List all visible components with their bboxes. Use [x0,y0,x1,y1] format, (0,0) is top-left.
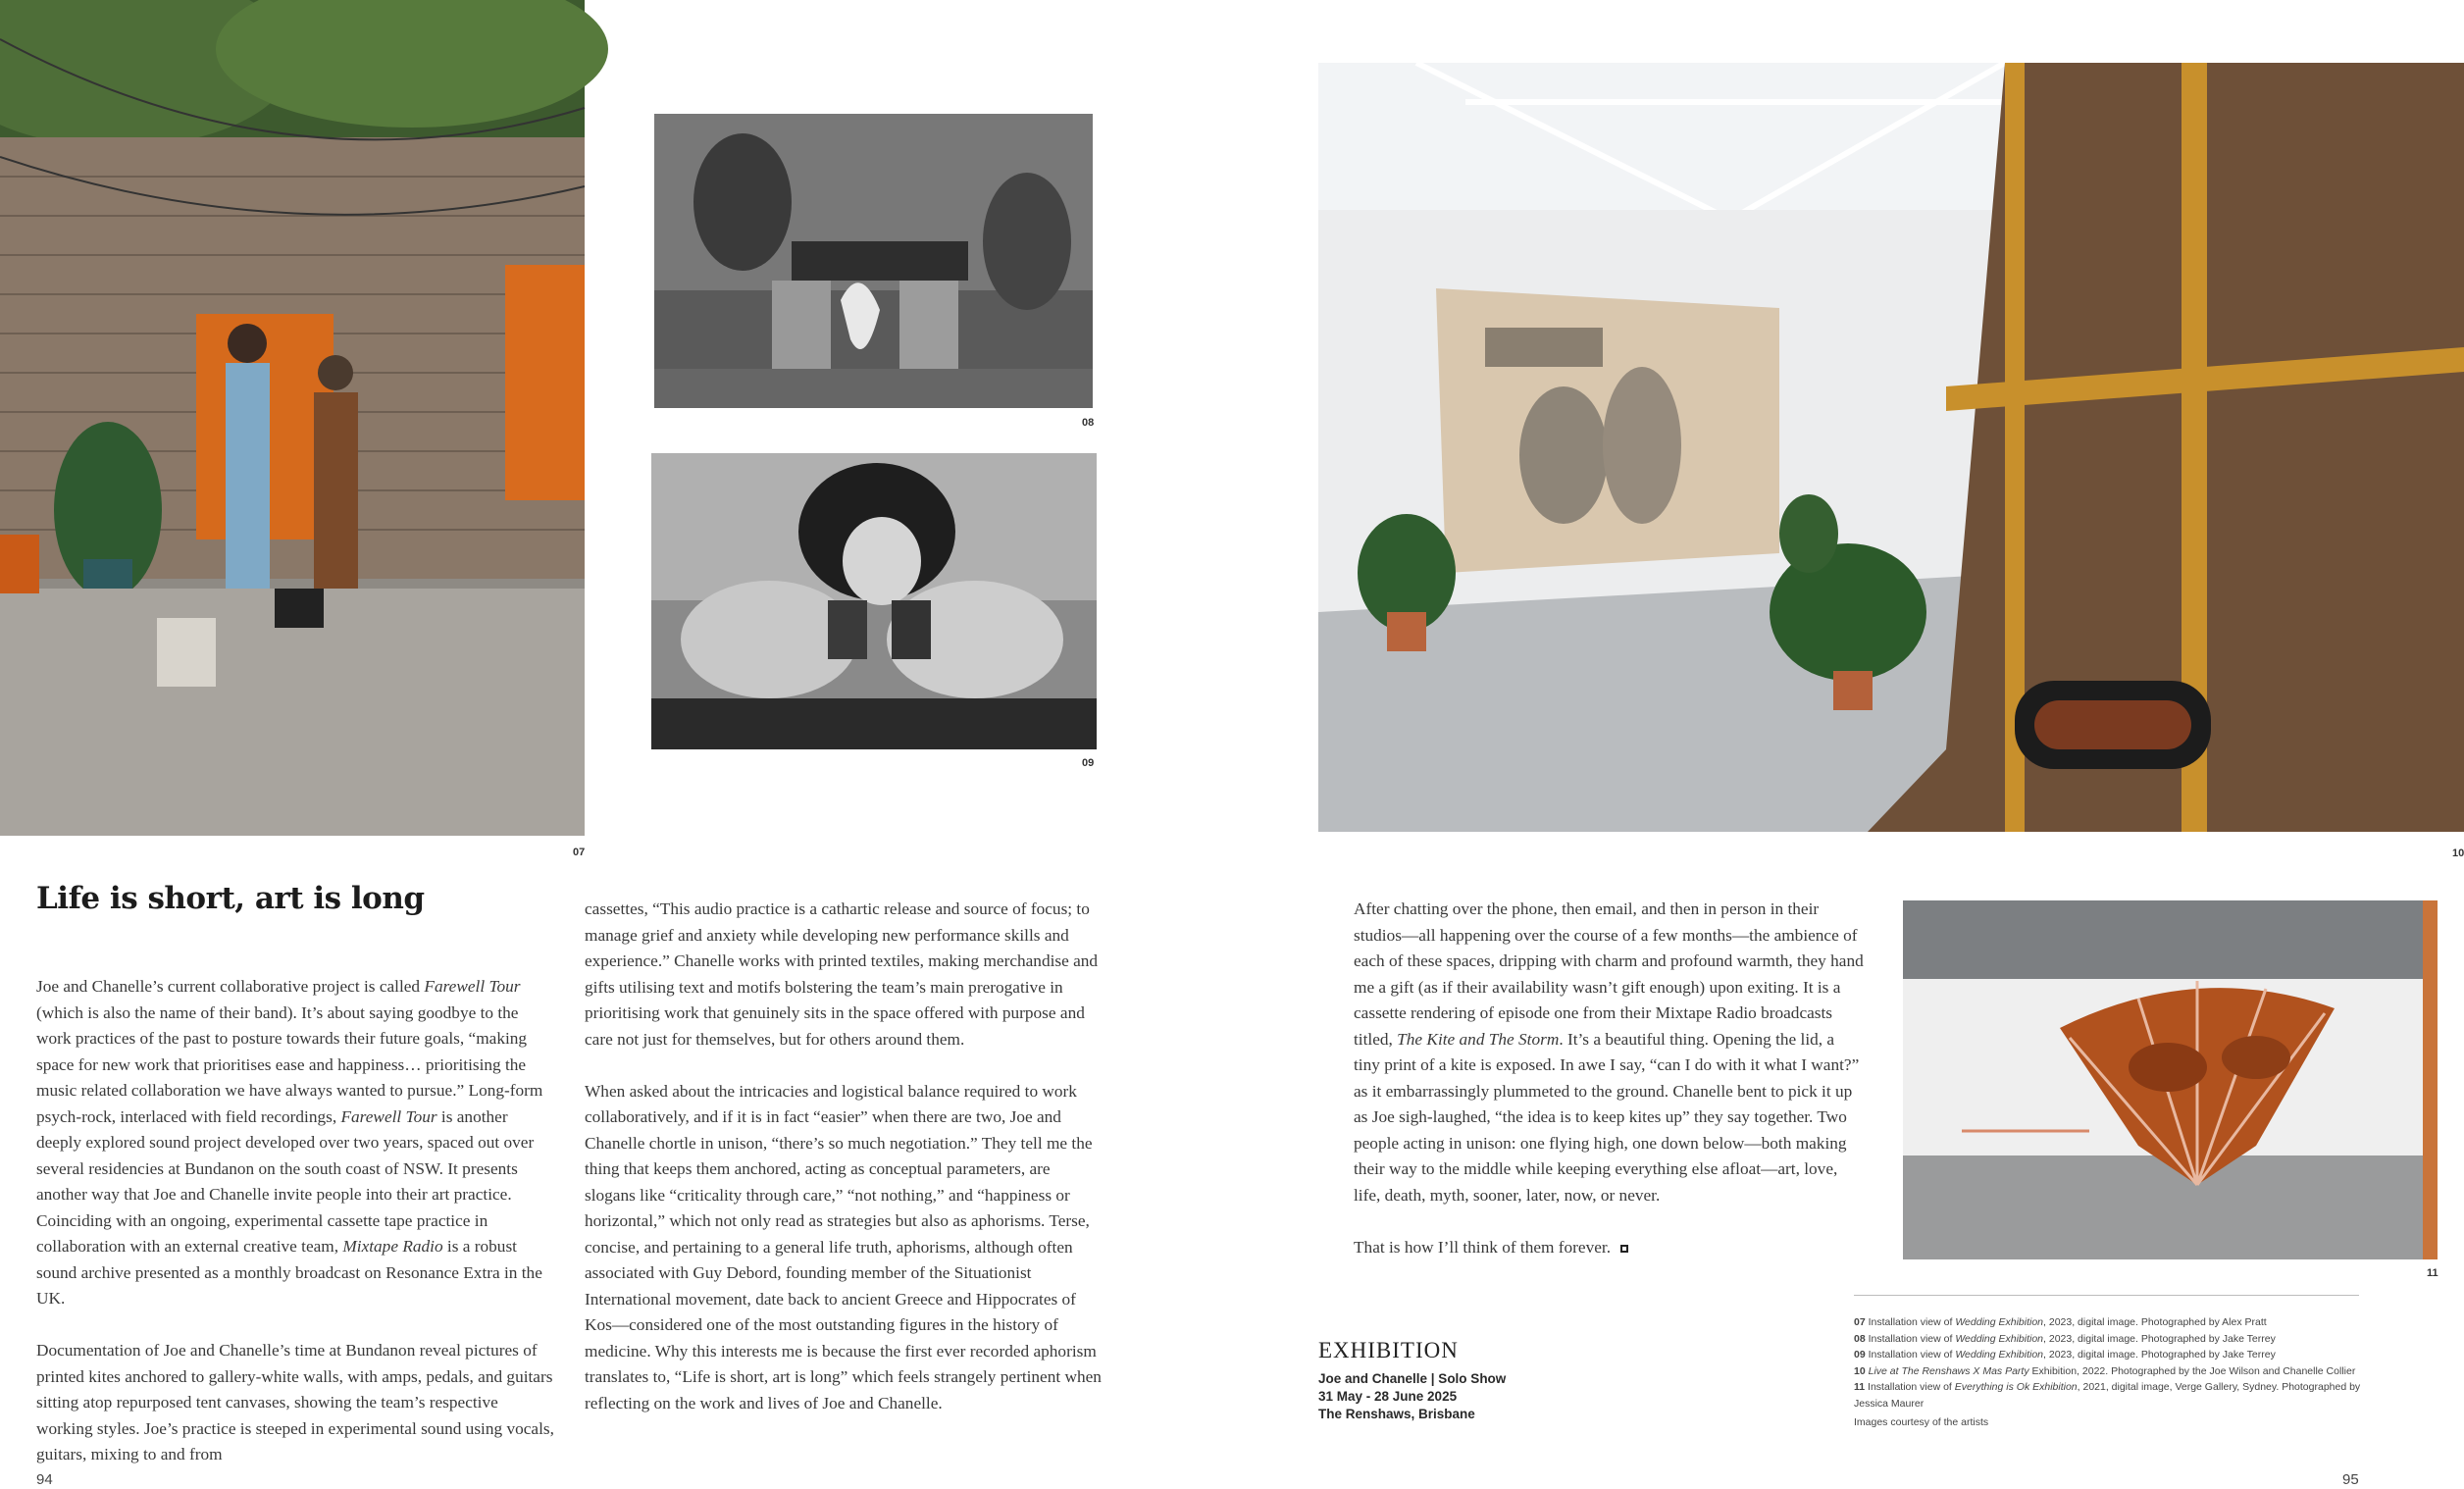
page-number-right: 95 [2342,1471,2359,1488]
figure-11-number: 11 [2427,1267,2438,1279]
captions-credit: Images courtesy of the artists [1854,1416,1989,1428]
exhibition-title: Joe and Chanelle | Solo Show [1318,1371,1507,1386]
caption-line: 10 Live at The Renshaws X Mas Party Exhibition, 2022. Photographed by the Joe Wilson and Chanelle Collier [1854,1364,2356,1377]
end-mark-icon [1620,1245,1628,1253]
paragraph: Joe and Chanelle’s current collaborative project is called Farewell Tour (which is also the name of their band). It’s about saying goodbye to the work practices of the past to posture towards their future goals, “making space for new work that prioritises ease and happiness… prioritising the music related collaboration we have always wanted to pursue.” Long-form psych-rock, interlaced with field recordings, Farewell Tour is another deeply explored sound project developed over two years, spaced out over several residencies at Bundanon on the south coast of NSW. It presents another way that Joe and Chanelle invite people into their art practice. Coinciding with an ongoing, experimental cassette tape practice in collaboration with an external creative team, Mixtape Radio is a robust sound archive presented as a monthly broadcast on Resonance Extra in the UK. [36,977,543,1308]
figure-09-number: 09 [1082,757,1095,769]
captions-divider [1854,1295,2359,1296]
caption-line: 08 Installation view of Wedding Exhibition, 2023, digital image. Photographed by Jake Terrey [1854,1332,2276,1345]
paragraph: Documentation of Joe and Chanelle’s time at Bundanon reveal pictures of printed kites anchored to gallery-white walls, with amps, pedals, and guitars sitting atop repurposed tent canvases, showing the team’s respective working styles. Joe’s practice is steeped in experimental sound using vocals, guitars, mixing to and from [36,1341,554,1463]
article-headline: Life is short, art is long [36,881,425,916]
figure-08-number: 08 [1082,417,1095,429]
article-column-2 [585,897,1104,1416]
caption-line: 11 Installation view of Everything is Ok Exhibition, 2021, digital image, Verge Gallery, Sydney. Photographed by Jessica Maurer [1854,1381,2361,1410]
article-column-3 [1354,897,1864,1260]
exhibition-venue: The Renshaws, Brisbane [1318,1407,1475,1421]
figure-09-photo [651,453,1097,749]
figure-08-photo [654,114,1093,408]
image-captions [1854,1314,2364,1431]
figure-07-photo [0,0,585,836]
caption-line: 07 Installation view of Wedding Exhibition, 2023, digital image. Photographed by Alex Pratt [1854,1316,2267,1328]
article-column-1 [36,974,556,1468]
paragraph: After chatting over the phone, then email, and then in person in their studios—all happening over the course of a few months—the ambience of each of these spaces, dripping with charm and profound warmth, they hand me a gift (as if their availability wasn’t gift enough) upon exiting. It is a cassette rendering of episode one from their Mixtape Radio broadcasts titled, The Kite and The Storm. It’s a beautiful thing. Opening the lid, a tiny print of a kite is exposed. In awe I say, “can I do with it what I want?” as it embarrassingly plummeted to the ground. Chanelle bent to pick it up as Joe sigh-laughed, “the idea is to keep kites up” they say together. Two people acting in unison: one flying high, one down below—both making their way to the middle while keeping everything else afloat—art, love, life, death, myth, sooner, later, now, or never. [1354,899,1864,1205]
exhibition-label: EXHIBITION [1318,1338,1459,1362]
exhibition-dates: 31 May - 28 June 2025 [1318,1389,1458,1404]
figure-07-number: 07 [573,847,586,858]
page-number-left: 94 [36,1471,53,1488]
caption-line: 09 Installation view of Wedding Exhibition, 2023, digital image. Photographed by Jake Terrey [1854,1349,2276,1361]
figure-10-number: 10 [2452,847,2464,859]
figure-11-photo [1903,900,2438,1259]
paragraph: That is how I’ll think of them forever. [1354,1235,1864,1261]
paragraph: cassettes, “This audio practice is a cathartic release and source of focus; to manage grief and anxiety while developing new performance skills and experience.” Chanelle works with printed textiles, making merchandise and gifts utilising text and motifs bolstering the team’s main prerogative in prioritising work that genuinely sits in the space offered with purpose and care not just for themselves, but for others around them. [585,899,1099,1049]
paragraph: When asked about the intricacies and logistical balance required to work collaboratively, and if it is in fact “easier” when there are two, Joe and Chanelle chortle in unison, “there’s so much negotiation.” They tell me the thing that keeps them anchored, acting as conceptual parameters, are slogans like “criticality through care,” “not nothing,” and “happiness or horizontal,” which not only read as strategies but also as aphorisms. Terse, concise, and pertaining to a general life truth, aphorisms, although often associated with Guy Debord, founding member of the Situationist International movement, date back to ancient Greece and Hippocrates of Kos—considered one of the most outstanding figures in the history of medicine. Why this interests me is because the first ever recorded aphorism translates to, “Life is short, art is long” which feels strangely pertinent when reflecting on the work and lives of Joe and Chanelle. [585,1081,1102,1412]
figure-10-photo [1318,63,2464,832]
